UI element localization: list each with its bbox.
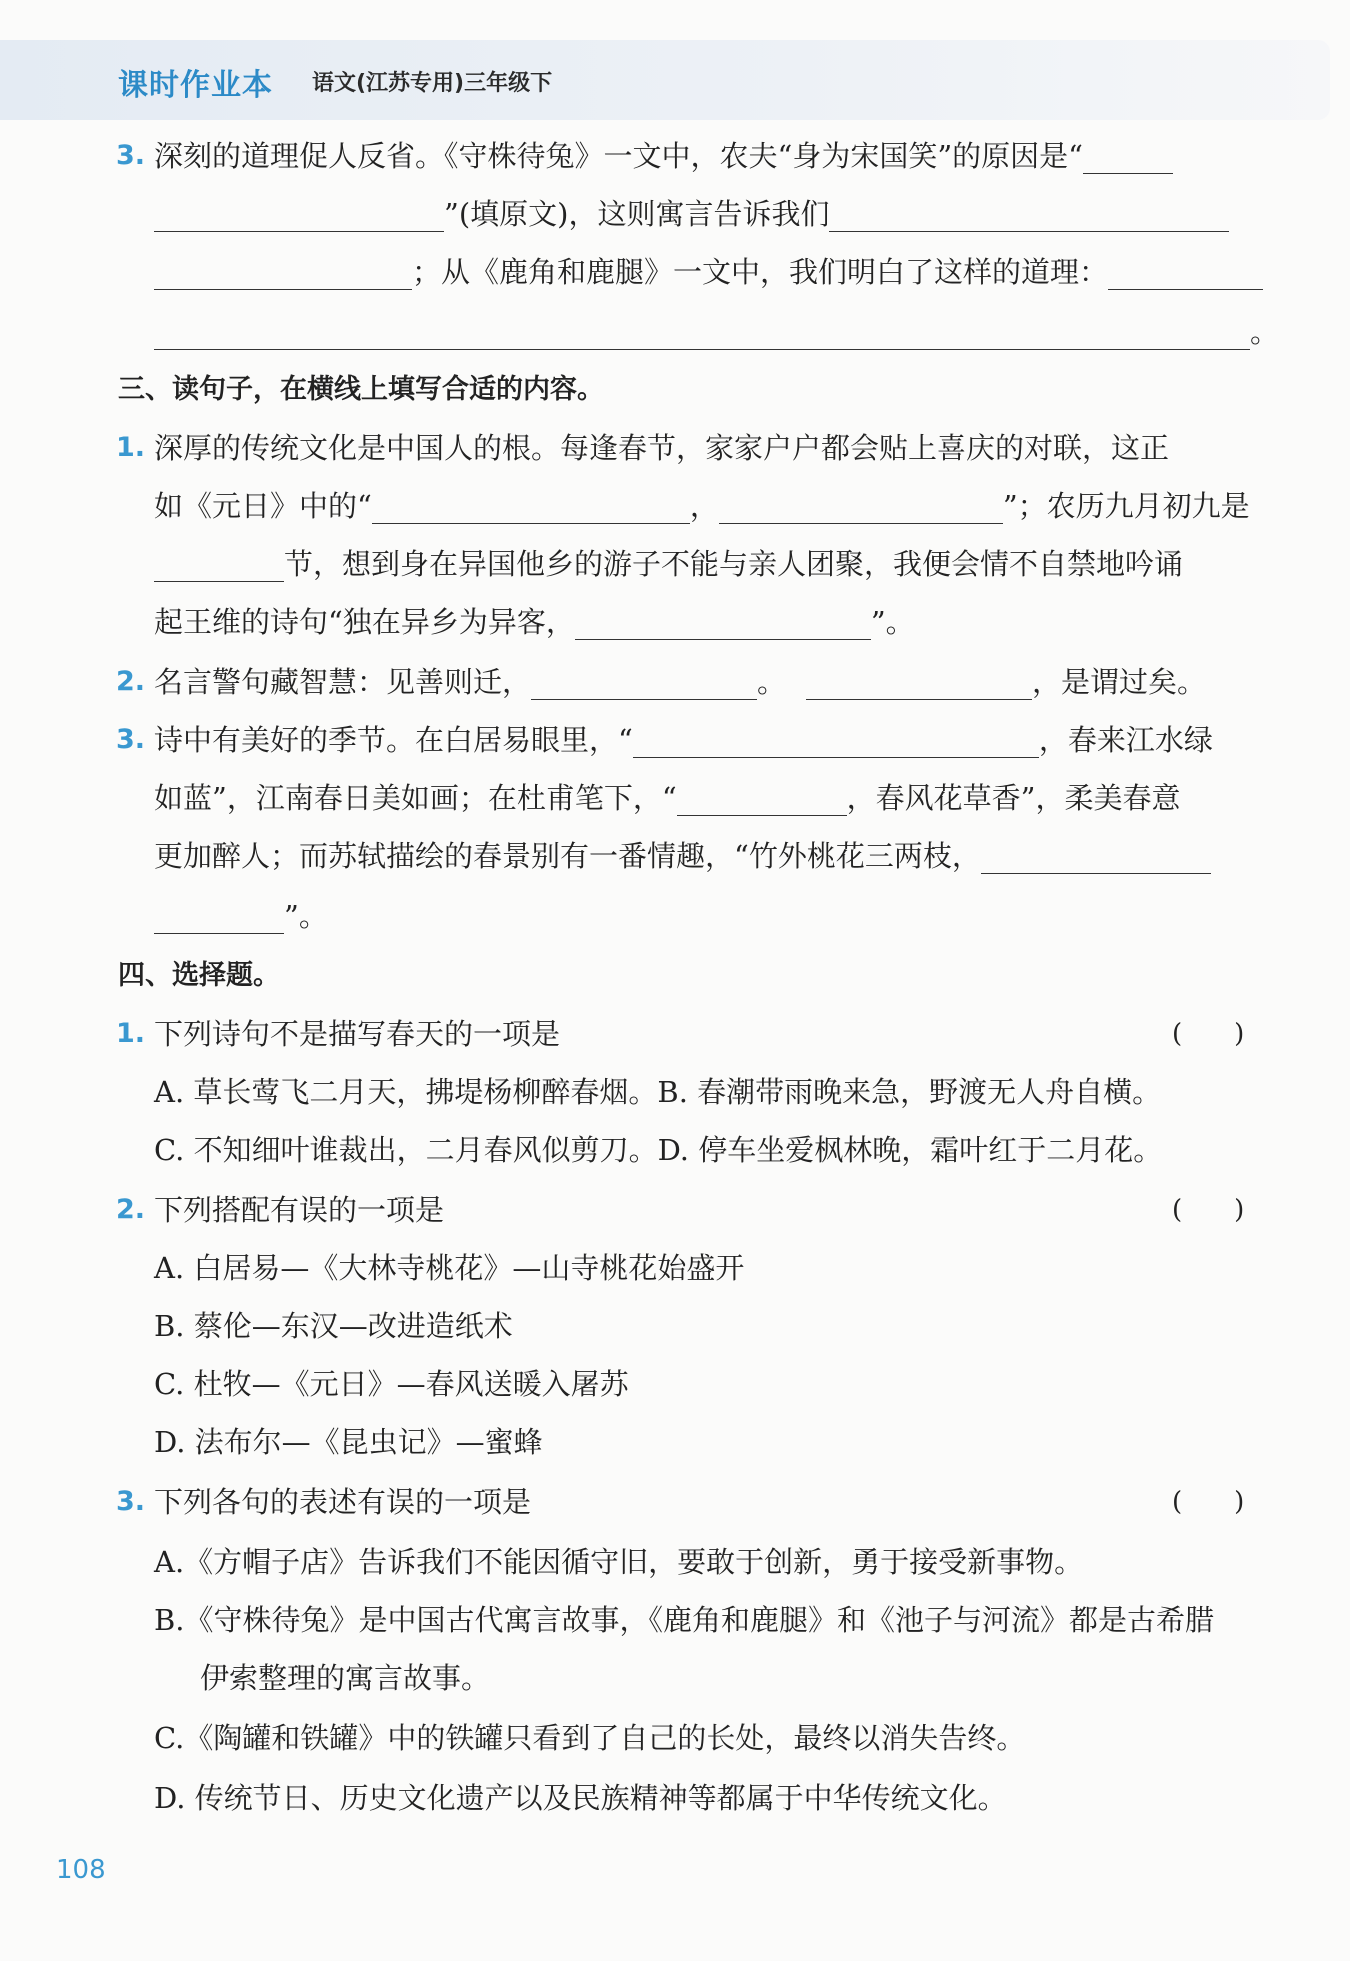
page-number: 108 bbox=[56, 1855, 106, 1885]
question-text: 节，想到身在异国他乡的游子不能与亲人团聚，我便会情不自禁地吟诵 bbox=[284, 547, 1184, 581]
question-line bbox=[154, 898, 328, 934]
question-line bbox=[154, 664, 1206, 700]
option-d: D. 传统节日、历史文化遗产以及民族精神等都属于中华传统文化。 bbox=[154, 1781, 1007, 1815]
answer-blank[interactable] bbox=[1108, 259, 1263, 290]
question-text: ”(填原文)，这则寓言告诉我们 bbox=[444, 197, 830, 231]
option-row: C. 不知细叶谁裁出，二月春风似剪刀。D. 停车坐爱枫林晚，霜叶红于二月花。 bbox=[154, 1133, 1163, 1167]
question-number: 1. bbox=[116, 432, 146, 463]
book-title: 课时作业本 bbox=[118, 68, 273, 103]
question-line bbox=[154, 196, 1229, 232]
question-line bbox=[154, 838, 1211, 874]
answer-blank[interactable] bbox=[633, 727, 1039, 758]
answer-blank[interactable] bbox=[719, 493, 1003, 524]
question-text: 名言警句藏智慧：见善则迁， bbox=[154, 665, 532, 699]
answer-blank[interactable] bbox=[575, 609, 871, 640]
subject-label: 语文(江苏专用)三年级下 bbox=[312, 71, 553, 96]
question-number: 3. bbox=[116, 140, 146, 171]
answer-parentheses[interactable]: ( ) bbox=[1172, 1487, 1245, 1517]
question-text: 起王维的诗句“独在异乡为异客， bbox=[154, 605, 575, 639]
answer-blank[interactable] bbox=[154, 259, 412, 290]
option-row: A. 草长莺飞二月天，拂堤杨柳醉春烟。B. 春潮带雨晚来急，野渡无人舟自横。 bbox=[154, 1075, 1162, 1109]
answer-parentheses[interactable]: ( ) bbox=[1172, 1019, 1245, 1049]
question-stem: 下列诗句不是描写春天的一项是 bbox=[154, 1017, 561, 1051]
option-a: A.《方帽子店》告诉我们不能因循守旧，要敢于创新，勇于接受新事物。 bbox=[154, 1545, 1084, 1579]
question-text: ，春来江水绿 bbox=[1038, 723, 1213, 757]
answer-blank[interactable] bbox=[677, 785, 847, 816]
question-line bbox=[154, 780, 1180, 816]
question-text: ， bbox=[689, 489, 719, 523]
answer-blank[interactable] bbox=[372, 493, 690, 524]
option-a: A. 白居易—《大林寺桃花》—山寺桃花始盛开 bbox=[154, 1251, 745, 1285]
option-d: D. 法布尔—《昆虫记》—蜜蜂 bbox=[154, 1425, 543, 1459]
answer-blank[interactable] bbox=[1083, 143, 1173, 174]
answer-blank[interactable] bbox=[829, 201, 1229, 232]
option-b: B.《守株待兔》是中国古代寓言故事，《鹿角和鹿腿》和《池子与河流》都是古希腊 bbox=[154, 1603, 1215, 1637]
question-number: 2. bbox=[116, 666, 146, 697]
question-number: 3. bbox=[116, 1486, 146, 1517]
answer-blank[interactable] bbox=[531, 669, 757, 700]
answer-blank[interactable] bbox=[154, 551, 284, 582]
section-title: 四、选择题。 bbox=[118, 960, 280, 991]
question-text: 深厚的传统文化是中国人的根。每逢春节，家家户户都会贴上喜庆的对联，这正 bbox=[154, 431, 1170, 465]
section-title: 三、读句子，在横线上填写合适的内容。 bbox=[118, 374, 604, 405]
question-number: 2. bbox=[116, 1194, 146, 1225]
answer-blank[interactable] bbox=[981, 843, 1211, 874]
question-line bbox=[154, 138, 1173, 174]
question-line bbox=[154, 546, 1183, 582]
question-text: 。 bbox=[757, 665, 787, 699]
option-b: B. 蔡伦—东汉—改进造纸术 bbox=[154, 1309, 513, 1343]
question-text: ”；农历九月初九是 bbox=[1002, 489, 1250, 523]
question-text: ”。 bbox=[870, 605, 915, 639]
question-number: 3. bbox=[116, 724, 146, 755]
question-text: ，春风花草香”，柔美春意 bbox=[846, 781, 1181, 815]
question-line bbox=[154, 722, 1213, 758]
question-text: 诗中有美好的季节。在白居易眼里，“ bbox=[154, 723, 633, 757]
question-line bbox=[154, 430, 1169, 466]
page-header bbox=[0, 40, 1330, 120]
option-c: C.《陶罐和铁罐》中的铁罐只看到了自己的长处，最终以消失告终。 bbox=[154, 1721, 1026, 1755]
question-line bbox=[154, 488, 1250, 524]
option-c: C. 杜牧—《元日》—春风送暖入屠苏 bbox=[154, 1367, 629, 1401]
question-text: 如蓝”，江南春日美如画；在杜甫笔下，“ bbox=[154, 781, 677, 815]
answer-blank[interactable] bbox=[154, 201, 444, 232]
question-text: 。 bbox=[1250, 315, 1280, 349]
question-text: 更加醉人；而苏轼描绘的春景别有一番情趣，“竹外桃花三两枝， bbox=[154, 839, 981, 873]
question-text: ”。 bbox=[284, 899, 328, 933]
answer-parentheses[interactable]: ( ) bbox=[1172, 1195, 1245, 1225]
question-line bbox=[154, 254, 1263, 290]
answer-blank[interactable] bbox=[806, 669, 1032, 700]
question-stem: 下列搭配有误的一项是 bbox=[154, 1193, 445, 1227]
question-line bbox=[154, 314, 1279, 350]
question-stem: 下列各句的表述有误的一项是 bbox=[154, 1485, 532, 1519]
answer-blank[interactable] bbox=[154, 319, 1250, 350]
question-text: ；从《鹿角和鹿腿》一文中，我们明白了这样的道理： bbox=[412, 255, 1109, 289]
question-text: ，是谓过矣。 bbox=[1032, 665, 1207, 699]
question-line bbox=[154, 604, 915, 640]
answer-blank[interactable] bbox=[154, 903, 284, 934]
option-b-continued: 伊索整理的寓言故事。 bbox=[200, 1661, 491, 1695]
question-text: 深刻的道理促人反省。《守株待兔》一文中，农夫“身为宋国笑”的原因是“ bbox=[154, 139, 1083, 173]
question-number: 1. bbox=[116, 1018, 146, 1049]
question-text: 如《元日》中的“ bbox=[154, 489, 372, 523]
